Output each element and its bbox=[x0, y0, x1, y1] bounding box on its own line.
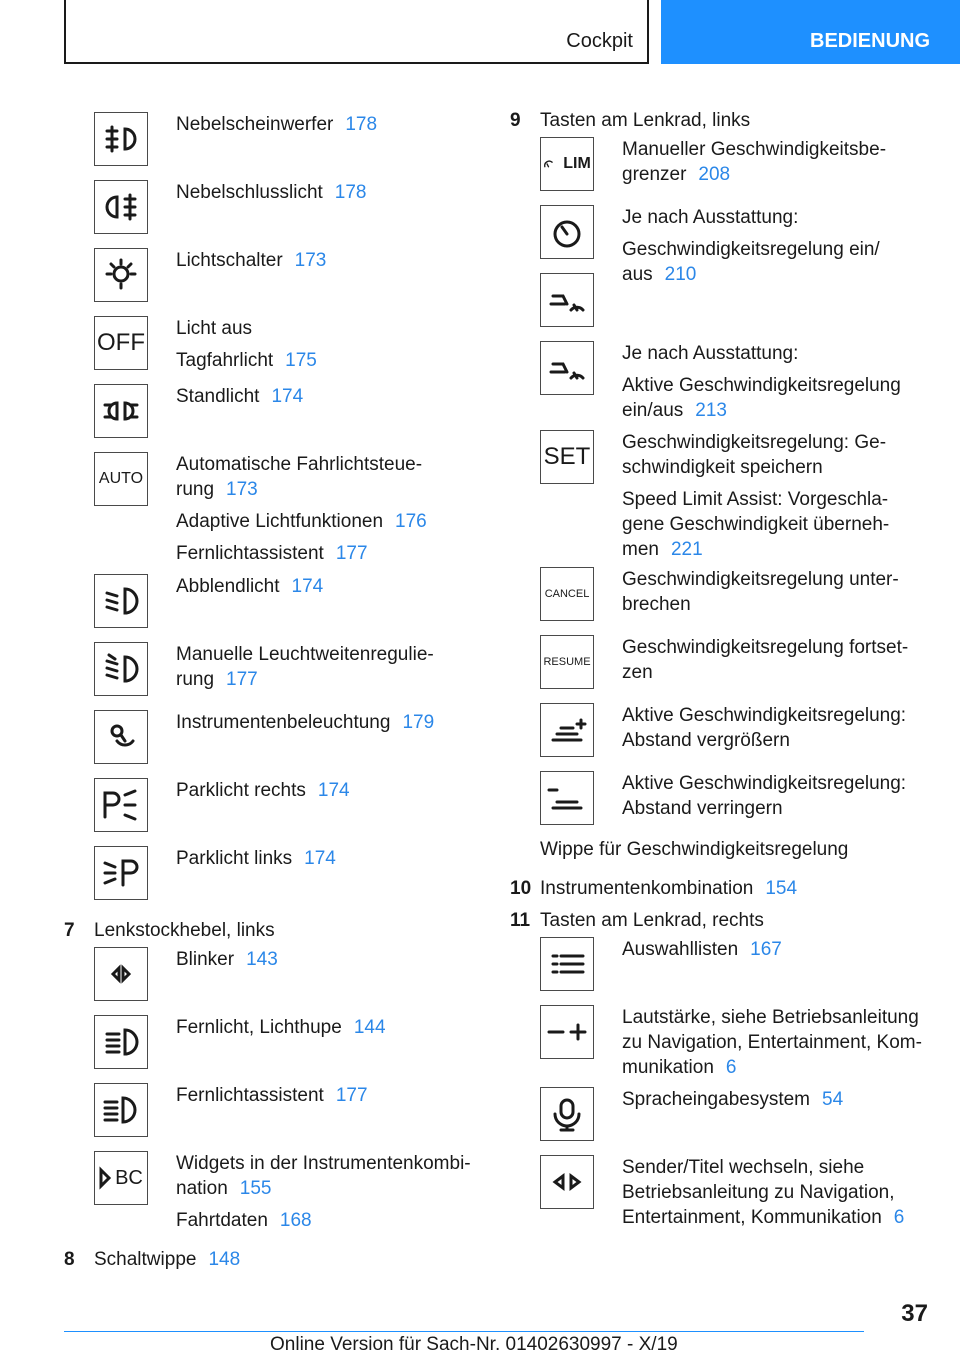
icon-label: RESUME bbox=[543, 656, 591, 668]
legend-text bbox=[622, 426, 889, 563]
legend-row bbox=[94, 1147, 484, 1239]
legend-text bbox=[622, 1083, 843, 1151]
legend-row bbox=[540, 699, 930, 767]
page-reference-link[interactable]: 178 bbox=[334, 182, 367, 203]
section-title: Tasten am Lenkrad, rechts bbox=[540, 910, 764, 931]
legend-line: Geschwindigkeitsregelung: Ge- schwindigkeit speichern bbox=[622, 432, 887, 478]
legend-line: Je nach Ausstattung: bbox=[622, 343, 799, 364]
legend-text bbox=[622, 699, 906, 767]
legend-row bbox=[94, 448, 484, 570]
section-heading bbox=[510, 876, 930, 901]
legend-text bbox=[176, 570, 323, 638]
legend-line: Spracheingabesystem 54 bbox=[622, 1089, 844, 1110]
legend-row bbox=[540, 1151, 930, 1231]
legend-row bbox=[540, 337, 930, 426]
icon-label: AUTO bbox=[98, 470, 144, 487]
header-right-title: BEDIENUNG bbox=[810, 30, 931, 52]
legend-text bbox=[176, 380, 303, 448]
section-number: 8 bbox=[64, 1249, 75, 1270]
legend-row bbox=[94, 244, 484, 312]
legend-line: Speed Limit Assist: Vorgeschla- gene Geschwindigkeit überneh- men 221 bbox=[622, 489, 890, 560]
list-icon bbox=[540, 937, 594, 991]
active-cruise-icon bbox=[540, 273, 594, 327]
parking-light-left-icon bbox=[94, 846, 148, 900]
active-cruise-icon bbox=[540, 341, 594, 395]
section-title: Instrumentenkombination bbox=[540, 878, 754, 899]
page-reference-link[interactable]: 177 bbox=[226, 669, 258, 690]
legend-line: Auswahllisten 167 bbox=[622, 939, 782, 960]
footer-divider bbox=[64, 1331, 864, 1332]
legend-row bbox=[540, 426, 930, 563]
page-reference-link[interactable]: 210 bbox=[664, 264, 697, 285]
legend-text bbox=[176, 108, 377, 176]
distance-decrease-icon bbox=[540, 771, 594, 825]
page-reference-link[interactable]: 177 bbox=[335, 1085, 368, 1106]
legend-line: Instrumentenbeleuchtung 179 bbox=[176, 712, 435, 733]
legend-line: Standlicht 174 bbox=[176, 386, 304, 407]
legend-text bbox=[176, 448, 427, 570]
section-heading bbox=[510, 908, 930, 933]
legend-text bbox=[622, 563, 899, 631]
page-reference-link[interactable]: 54 bbox=[822, 1089, 844, 1110]
light-switch-icon bbox=[94, 248, 148, 302]
legend-row bbox=[94, 1079, 484, 1147]
icon-label: CANCEL bbox=[544, 588, 590, 600]
legend-row bbox=[94, 638, 484, 706]
left-column bbox=[64, 108, 484, 1272]
off-text-icon bbox=[94, 316, 148, 370]
set-button-icon bbox=[540, 430, 594, 484]
legend-row bbox=[540, 201, 930, 285]
legend-line: Tagfahrlicht 175 bbox=[176, 350, 317, 371]
legend-text bbox=[176, 774, 350, 842]
legend-line: Aktive Geschwindigkeitsregelung ein/aus 213 bbox=[622, 375, 901, 421]
legend-line: Nebelschlusslicht 178 bbox=[176, 182, 367, 203]
section-heading bbox=[64, 918, 484, 943]
page-reference-link[interactable]: 178 bbox=[345, 114, 378, 135]
legend-row bbox=[94, 842, 484, 910]
legend-row bbox=[94, 706, 484, 774]
section-note: Wippe für Geschwindigkeitsregelung bbox=[540, 839, 849, 860]
legend-line: Aktive Geschwindigkeitsregelung: Abstand verringern bbox=[622, 773, 907, 819]
page-reference-link[interactable]: 144 bbox=[353, 1017, 386, 1038]
low-beam-icon bbox=[94, 574, 148, 628]
legend-line: Parklicht links 174 bbox=[176, 848, 336, 869]
high-beam-assist-icon bbox=[94, 1083, 148, 1137]
auto-text-icon bbox=[94, 452, 148, 506]
icon-label: BC bbox=[115, 1166, 143, 1189]
header-section-box bbox=[64, 0, 649, 64]
legend-row bbox=[540, 1083, 930, 1151]
legend-line: Geschwindigkeitsregelung fortset- zen bbox=[622, 637, 909, 683]
legend-line: Parklicht rechts 174 bbox=[176, 780, 350, 801]
legend-row bbox=[540, 563, 930, 631]
page-reference-link[interactable]: 6 bbox=[725, 1057, 737, 1078]
speed-limiter-icon bbox=[540, 137, 594, 191]
legend-line: Fernlicht, Lichthupe 144 bbox=[176, 1017, 386, 1038]
legend-line: Je nach Ausstattung: bbox=[622, 207, 799, 228]
legend-text bbox=[622, 201, 880, 285]
legend-row bbox=[94, 176, 484, 244]
legend-line: Geschwindigkeitsregelung unter- brechen bbox=[622, 569, 899, 615]
legend-text bbox=[622, 337, 901, 426]
icon-label: SET bbox=[543, 443, 591, 470]
legend-text bbox=[176, 244, 326, 312]
cruise-control-icon bbox=[540, 205, 594, 259]
page-reference-link[interactable]: 167 bbox=[750, 939, 782, 960]
legend-line: Widgets in der Instrumentenkombi- nation 155 bbox=[176, 1153, 471, 1199]
legend-text bbox=[176, 706, 434, 774]
section-number: 10 bbox=[510, 878, 532, 899]
legend-text bbox=[622, 631, 908, 699]
page-reference-link[interactable]: 143 bbox=[246, 949, 278, 970]
legend-row bbox=[94, 108, 484, 176]
page-reference-link[interactable]: 176 bbox=[395, 511, 427, 532]
instrument-lighting-icon bbox=[94, 710, 148, 764]
icon-label: OFF bbox=[97, 329, 145, 356]
section-number: 11 bbox=[510, 910, 531, 931]
legend-row bbox=[94, 1011, 484, 1079]
parking-light-right-icon bbox=[94, 778, 148, 832]
page-reference-link[interactable]: 179 bbox=[402, 712, 435, 733]
legend-row bbox=[94, 774, 484, 842]
page-reference-link[interactable]: 174 bbox=[291, 576, 324, 597]
page-reference-link[interactable]: 175 bbox=[285, 350, 317, 371]
legend-text bbox=[176, 842, 336, 910]
parking-light-icon bbox=[94, 384, 148, 438]
legend-line: Nebelscheinwerfer 178 bbox=[176, 114, 378, 135]
legend-line: Licht aus bbox=[176, 318, 253, 339]
legend-text bbox=[176, 943, 278, 1011]
prev-next-icon bbox=[540, 1155, 594, 1209]
headlight-range-icon bbox=[94, 642, 148, 696]
page-reference-link[interactable]: 173 bbox=[294, 250, 327, 271]
legend-line: Fernlichtassistent 177 bbox=[176, 543, 368, 564]
legend-line: Manuelle Leuchtweitenregulie- rung 177 bbox=[176, 644, 434, 690]
legend-text bbox=[622, 1001, 922, 1083]
legend-line: Automatische Fahrlichtsteue- rung 173 bbox=[176, 454, 423, 500]
section-number: 9 bbox=[510, 110, 521, 131]
legend-text bbox=[622, 133, 886, 201]
page-reference-link[interactable]: 213 bbox=[695, 400, 727, 421]
legend-text bbox=[176, 638, 434, 706]
legend-line: Geschwindigkeitsregelung ein/ aus 210 bbox=[622, 239, 880, 285]
page-reference-link[interactable]: 177 bbox=[335, 543, 368, 564]
legend-row bbox=[540, 631, 930, 699]
footer-online-version: Online Version für Sach-Nr. 01402630997 - X/19 bbox=[270, 1334, 678, 1355]
section-title: Tasten am Lenkrad, links bbox=[540, 110, 751, 131]
page-reference-link[interactable]: 168 bbox=[279, 1210, 312, 1231]
section-number: 7 bbox=[64, 920, 75, 941]
icon-label: LIM bbox=[563, 155, 591, 172]
cancel-button-icon bbox=[540, 567, 594, 621]
legend-line: Fernlichtassistent 177 bbox=[176, 1085, 368, 1106]
legend-line: Aktive Geschwindigkeitsregelung: Abstand vergrößern bbox=[622, 705, 907, 751]
legend-row bbox=[540, 133, 930, 201]
page-reference-link[interactable]: 208 bbox=[698, 164, 731, 185]
section-title: Lenkstockhebel, links bbox=[94, 920, 275, 941]
legend-text bbox=[622, 1151, 904, 1231]
legend-line: Manueller Geschwindigkeitsbe- grenzer 208 bbox=[622, 139, 887, 185]
legend-line: Sender/Titel wechseln, siehe Betriebsanleitung zu Navigation, Entertainment, Kommunikation 6 bbox=[622, 1157, 905, 1228]
header-chapter-tab bbox=[661, 0, 960, 64]
front-fog-light-icon bbox=[94, 112, 148, 166]
legend-line: Adaptive Lichtfunktionen 176 bbox=[176, 511, 427, 532]
legend-line: Lautstärke, siehe Betriebsanleitung zu Navigation, Entertainment, Kom- munikation 6 bbox=[622, 1007, 922, 1078]
page-reference-link[interactable]: 174 bbox=[317, 780, 350, 801]
page-reference-link[interactable]: 148 bbox=[208, 1249, 241, 1270]
legend-row bbox=[540, 933, 930, 1001]
right-column bbox=[510, 108, 930, 1231]
legend-line: Blinker 143 bbox=[176, 949, 278, 970]
page-reference-link[interactable]: 173 bbox=[226, 479, 258, 500]
legend-text bbox=[176, 176, 367, 244]
page-reference-link[interactable]: 154 bbox=[765, 878, 798, 899]
legend-line: Fahrtdaten 168 bbox=[176, 1210, 312, 1231]
page-reference-link[interactable]: 221 bbox=[670, 539, 703, 560]
page-number: 37 bbox=[901, 1300, 928, 1327]
page-reference-link[interactable]: 155 bbox=[239, 1178, 272, 1199]
page-reference-link[interactable]: 174 bbox=[304, 848, 336, 869]
volume-icon bbox=[540, 1005, 594, 1059]
legend-text bbox=[176, 1147, 471, 1239]
section-heading bbox=[510, 108, 930, 133]
resume-button-icon bbox=[540, 635, 594, 689]
legend-row bbox=[94, 312, 484, 380]
legend-row bbox=[94, 380, 484, 448]
turn-signal-icon bbox=[94, 947, 148, 1001]
page-reference-link[interactable]: 174 bbox=[271, 386, 304, 407]
microphone-icon bbox=[540, 1087, 594, 1141]
high-beam-icon bbox=[94, 1015, 148, 1069]
header-left-title: Cockpit bbox=[566, 30, 633, 52]
section-heading bbox=[64, 1247, 484, 1272]
page-reference-link[interactable]: 6 bbox=[893, 1207, 905, 1228]
legend-text bbox=[176, 1011, 386, 1079]
legend-row bbox=[94, 570, 484, 638]
legend-text bbox=[176, 1079, 368, 1147]
legend-line: Abblendlicht 174 bbox=[176, 576, 324, 597]
legend-row bbox=[94, 943, 484, 1011]
bc-button-icon bbox=[94, 1151, 148, 1205]
legend-row bbox=[540, 1001, 930, 1083]
legend-text bbox=[622, 933, 782, 1001]
section-title: Schaltwippe bbox=[94, 1249, 197, 1270]
legend-row bbox=[540, 767, 930, 835]
legend-text bbox=[622, 767, 906, 835]
distance-increase-icon bbox=[540, 703, 594, 757]
rear-fog-light-icon bbox=[94, 180, 148, 234]
legend-text bbox=[176, 312, 317, 380]
legend-line: Lichtschalter 173 bbox=[176, 250, 327, 271]
legend-row bbox=[540, 269, 930, 337]
